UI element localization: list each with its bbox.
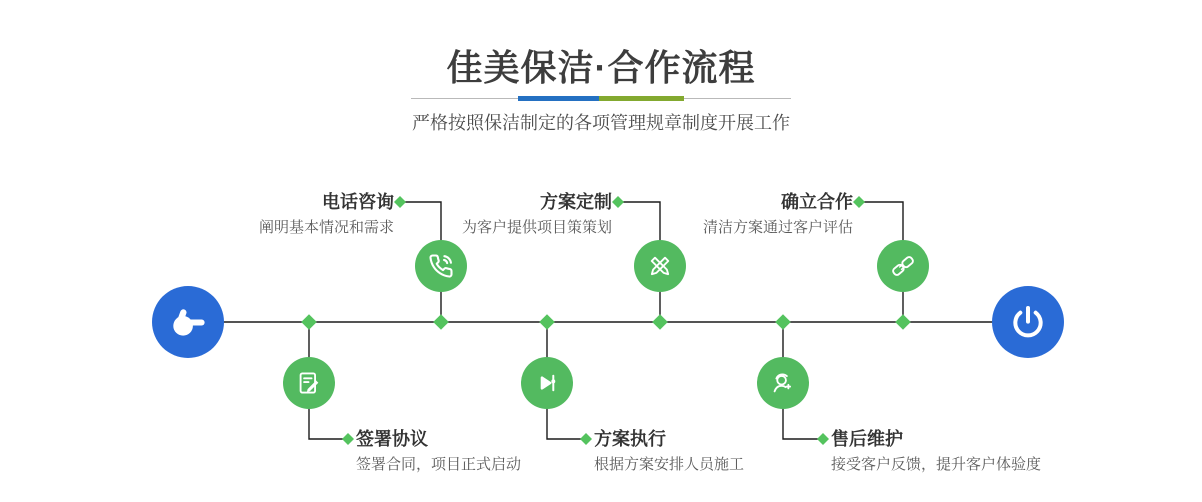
step-circle-design (634, 240, 686, 292)
step-desc: 清洁方案通过客户评估 (702, 219, 853, 236)
step-circle-aftersales (757, 357, 809, 409)
step-label-contract (356, 429, 596, 473)
contract-icon (295, 369, 323, 397)
step-title: 方案执行 (594, 429, 666, 449)
step-circle-phone (415, 240, 467, 292)
phone-icon (427, 252, 455, 280)
step-title: 售后维护 (831, 429, 903, 449)
step-desc: 为客户提供项目策策划 (461, 219, 612, 236)
step-circle-cooperation (877, 240, 929, 292)
step-circle-execution (521, 357, 573, 409)
start-node (152, 286, 224, 358)
step-label-phone (154, 192, 394, 236)
page-subtitle: 严格按照保洁制定的各项管理规章制度开展工作 (412, 113, 790, 133)
step-desc: 根据方案安排人员施工 (594, 456, 745, 473)
step-title: 电话咨询 (322, 192, 394, 212)
step-label-cooperation (613, 192, 853, 236)
step-label-execution (594, 429, 834, 473)
step-title: 方案定制 (540, 192, 612, 212)
play-slider-icon (533, 369, 561, 397)
step-desc: 接受客户反馈，提升客户体验度 (831, 456, 1042, 473)
step-title: 签署协议 (356, 429, 428, 449)
hand-pointing-icon (167, 301, 209, 343)
step-desc: 阐明基本情况和需求 (258, 219, 394, 236)
power-icon (1008, 302, 1048, 342)
customer-service-icon (769, 369, 797, 397)
step-circle-contract (283, 357, 335, 409)
step-label-aftersales (831, 429, 1071, 473)
step-label-design (372, 192, 612, 236)
end-node (992, 286, 1064, 358)
pencils-icon (646, 252, 674, 280)
handshake-icon (888, 251, 918, 281)
step-title: 确立合作 (781, 192, 853, 212)
step-desc: 签署合同，项目正式启动 (356, 456, 522, 473)
page-title: 佳美保洁·合作流程 (446, 47, 756, 88)
